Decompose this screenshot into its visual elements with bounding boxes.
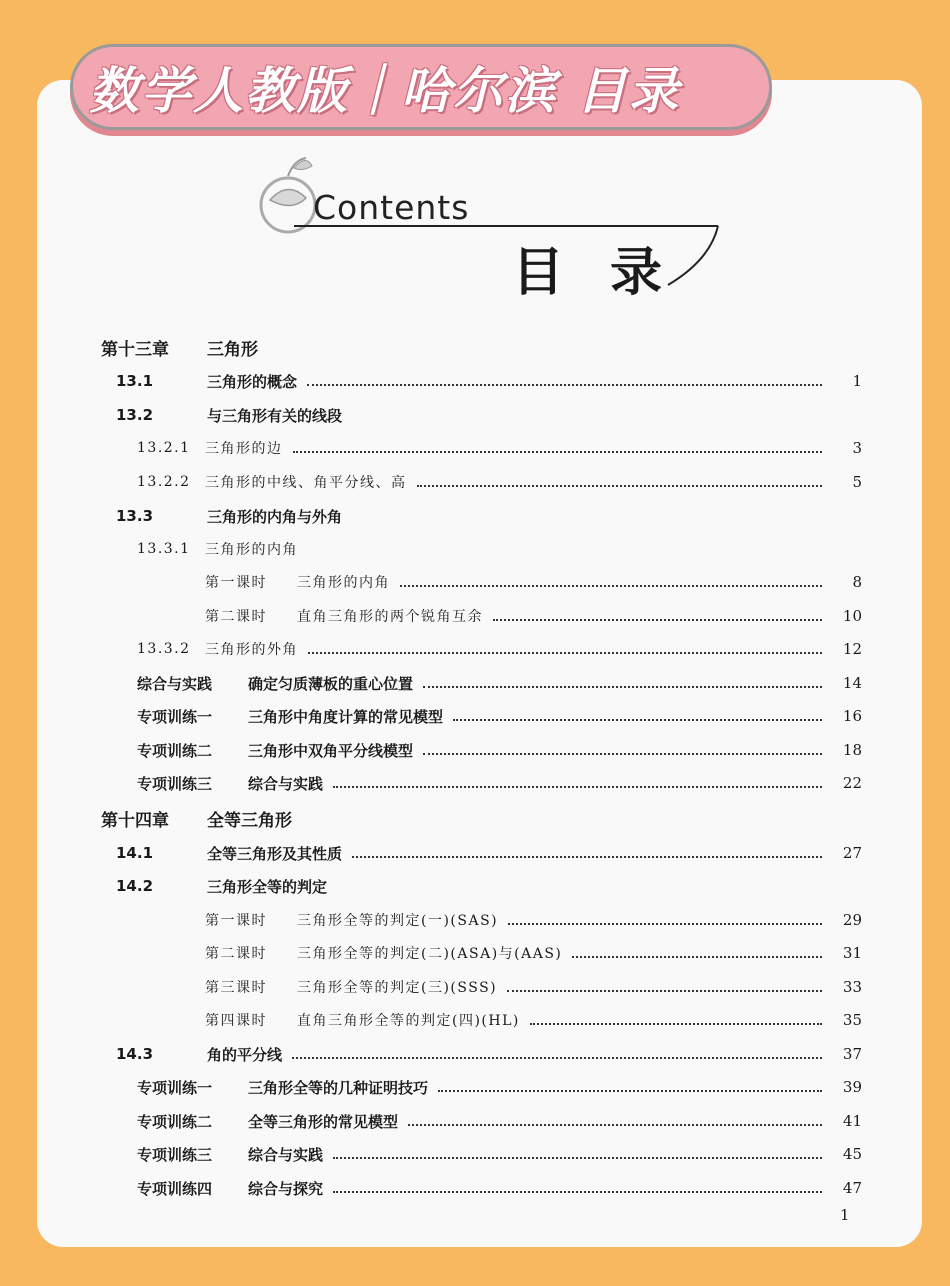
toc-entry-title: 全等三角形及其性质 xyxy=(207,844,343,863)
toc-entry-lesson xyxy=(205,940,862,966)
toc-entry-lesson xyxy=(205,907,862,933)
toc-entry-title: 三角形中角度计算的常见模型 xyxy=(248,707,444,726)
toc-entry-title: 三角形的中线、角平分线、高 xyxy=(205,475,407,491)
toc-entry-special xyxy=(137,1108,862,1134)
dot-leader xyxy=(308,652,822,654)
toc-entry-title: 综合与实践 xyxy=(248,1145,324,1164)
toc-entry-sub xyxy=(137,536,862,562)
toc-entry-number: 专项训练一 xyxy=(137,1078,213,1097)
dot-leader xyxy=(453,719,822,721)
mulu-heading: 目录 xyxy=(512,243,709,303)
toc-entry-page: 41 xyxy=(842,1112,862,1130)
dot-leader xyxy=(423,686,822,688)
toc-entry-page: 39 xyxy=(842,1078,862,1096)
toc-entry-title: 三角形全等的几种证明技巧 xyxy=(248,1078,429,1097)
title-banner xyxy=(70,44,772,130)
contents-heading: Contents xyxy=(313,188,470,227)
dot-leader xyxy=(572,956,822,958)
toc-entry-title: 全等三角形的常见模型 xyxy=(248,1112,399,1131)
toc-entry-sub xyxy=(137,636,862,662)
toc-entry-number: 第二课时 xyxy=(205,609,267,625)
toc-entry-page: 29 xyxy=(842,911,862,929)
toc-entry-page: 27 xyxy=(842,844,862,862)
toc-entry-number: 13.2.2 xyxy=(137,474,191,490)
dot-leader xyxy=(400,585,822,587)
toc-entry-page: 31 xyxy=(842,944,862,962)
dot-leader xyxy=(293,451,823,453)
toc-entry-page: 18 xyxy=(842,741,862,759)
toc-entry-title: 三角形的内角 xyxy=(297,575,390,591)
toc-entry-number: 专项训练四 xyxy=(137,1179,213,1198)
toc-entry-special xyxy=(137,1074,862,1100)
toc-entry-number: 第一课时 xyxy=(205,575,267,591)
toc-entry-special xyxy=(137,737,862,763)
toc-entry-lesson xyxy=(205,569,862,595)
toc-entry-page: 12 xyxy=(842,640,862,658)
toc-entry-title: 三角形全等的判定(一)(SAS) xyxy=(297,913,499,929)
toc-entry-section xyxy=(116,368,862,394)
toc-entry-page: 45 xyxy=(842,1145,862,1163)
dot-leader xyxy=(493,619,822,621)
dot-leader xyxy=(352,856,822,858)
toc-entry-special xyxy=(137,703,862,729)
toc-entry-number: 专项训练二 xyxy=(137,741,213,760)
toc-entry-title: 与三角形有关的线段 xyxy=(207,406,343,425)
toc-entry-title: 三角形的内角与外角 xyxy=(207,507,343,526)
toc-entry-title: 三角形 xyxy=(207,339,258,360)
toc-entry-special xyxy=(137,770,862,796)
banner-title: 数学人教版｜哈尔滨 目录 xyxy=(89,62,681,120)
toc-entry-number: 第二课时 xyxy=(205,946,267,962)
toc-entry-title: 三角形的边 xyxy=(205,441,283,457)
toc-entry-special xyxy=(137,1141,862,1167)
toc-entry-number: 13.2.1 xyxy=(137,440,191,456)
dot-leader xyxy=(423,753,822,755)
toc-entry-sub xyxy=(137,469,862,495)
toc-entry-title: 三角形全等的判定 xyxy=(207,877,328,896)
toc-entry-title: 三角形的概念 xyxy=(207,372,298,391)
toc-entry-section xyxy=(116,873,862,899)
toc-entry-sub xyxy=(137,435,862,461)
dot-leader xyxy=(530,1023,822,1025)
toc-entry-title: 三角形全等的判定(三)(SSS) xyxy=(297,980,498,996)
toc-entry-number: 第三课时 xyxy=(205,980,267,996)
dot-leader xyxy=(307,384,822,386)
dot-leader xyxy=(507,990,822,992)
toc-entry-number: 第一课时 xyxy=(205,913,267,929)
toc-entry-section xyxy=(116,503,862,529)
toc-entry-title: 三角形的内角 xyxy=(205,542,298,558)
toc-entry-title: 三角形中双角平分线模型 xyxy=(248,741,414,760)
toc-entry-title: 综合与实践 xyxy=(248,774,324,793)
toc-entry-number: 14.3 xyxy=(116,1045,154,1063)
toc-entry-page: 14 xyxy=(842,674,862,692)
dot-leader xyxy=(333,786,822,788)
toc-entry-title: 综合与探究 xyxy=(248,1179,324,1198)
toc-entry-title: 三角形的外角 xyxy=(205,642,298,658)
toc-entry-special xyxy=(137,1175,862,1201)
dot-leader xyxy=(408,1124,822,1126)
toc-entry-lesson xyxy=(205,1007,862,1033)
toc-entry-section xyxy=(116,402,862,428)
toc-entry-title: 确定匀质薄板的重心位置 xyxy=(248,674,414,693)
toc-entry-section xyxy=(116,1041,862,1067)
toc-entry-number: 第十四章 xyxy=(101,810,169,831)
toc-entry-page: 47 xyxy=(842,1179,862,1197)
dot-leader xyxy=(508,923,822,925)
toc-entry-page: 10 xyxy=(842,607,862,625)
toc-entry-page: 33 xyxy=(842,978,862,996)
toc-entry-number: 14.2 xyxy=(116,877,154,895)
toc-entry-page: 22 xyxy=(842,774,862,792)
toc-entry-title: 三角形全等的判定(二)(ASA)与(AAS) xyxy=(297,946,563,962)
toc-entry-number: 第四课时 xyxy=(205,1013,267,1029)
toc-entry-number: 第十三章 xyxy=(101,339,169,360)
toc-entry-page: 3 xyxy=(852,439,862,457)
toc-entry-title: 直角三角形的两个锐角互余 xyxy=(297,609,483,625)
toc-entry-number: 13.1 xyxy=(116,372,154,390)
toc-entry-page: 37 xyxy=(842,1045,862,1063)
dot-leader xyxy=(292,1057,822,1059)
toc-entry-chapter xyxy=(101,805,862,831)
toc-entry-page: 16 xyxy=(842,707,862,725)
toc-entry-number: 13.3 xyxy=(116,507,154,525)
toc-entry-number: 专项训练二 xyxy=(137,1112,213,1131)
dot-leader xyxy=(438,1090,822,1092)
toc-entry-number: 专项训练三 xyxy=(137,1145,213,1164)
toc-entry-number: 14.1 xyxy=(116,844,154,862)
toc-entry-title: 角的平分线 xyxy=(207,1045,283,1064)
toc-entry-title: 全等三角形 xyxy=(207,810,292,831)
toc-entry-section xyxy=(116,840,862,866)
toc-entry-special xyxy=(137,670,862,696)
dot-leader xyxy=(333,1191,822,1193)
toc-entry-number: 13.3.1 xyxy=(137,541,191,557)
toc-entry-number: 综合与实践 xyxy=(137,674,213,693)
toc-entry-page: 35 xyxy=(842,1011,862,1029)
toc-entry-page: 1 xyxy=(852,372,862,390)
dot-leader xyxy=(333,1157,822,1159)
toc-entry-page: 8 xyxy=(852,573,862,591)
page-number: 1 xyxy=(840,1206,850,1224)
toc-entry-lesson xyxy=(205,974,862,1000)
toc-entry-number: 专项训练一 xyxy=(137,707,213,726)
toc-entry-number: 13.2 xyxy=(116,406,154,424)
toc-entry-number: 13.3.2 xyxy=(137,641,191,657)
toc-entry-title: 直角三角形全等的判定(四)(HL) xyxy=(297,1013,520,1029)
toc-entry-page: 5 xyxy=(852,473,862,491)
dot-leader xyxy=(417,485,823,487)
toc-entry-lesson xyxy=(205,603,862,629)
toc-entry-number: 专项训练三 xyxy=(137,774,213,793)
toc-entry-chapter xyxy=(101,334,862,360)
